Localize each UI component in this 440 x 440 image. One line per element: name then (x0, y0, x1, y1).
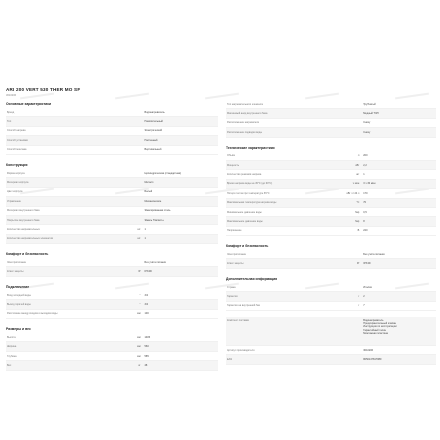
spec-value: Настенный (144, 138, 158, 142)
spec-value: 48 (144, 363, 148, 367)
spec-key: Расположение нагревателя (227, 121, 260, 125)
spec-row (226, 199, 436, 208)
spec-key: Форма корпуса (7, 171, 25, 175)
spec-key: Потери тепла при температуре 65°С (227, 191, 270, 195)
spec-value: 1 (363, 173, 365, 177)
spec-key: Количество режимов нагрева (227, 173, 262, 177)
spec-table (6, 291, 218, 319)
section-title: Конструкция (6, 162, 28, 167)
spec-key: Бренд (7, 110, 15, 114)
spec-table (6, 169, 218, 244)
spec-key: Гарантия на внутренний бак (227, 304, 260, 308)
spec-key: Расстояние между входом и выходом воды (7, 312, 58, 316)
spec-row (6, 235, 218, 244)
section-title: Комфорт и безопасность (6, 252, 49, 257)
spec-value: 100 (144, 312, 149, 316)
spec-unit: мм (137, 345, 141, 349)
spec-unit: шт (137, 237, 141, 241)
spec-key: Количество нагревательных (7, 227, 40, 231)
specs-right-column (226, 100, 436, 365)
spec-unit: кг (138, 363, 141, 367)
spec-key: Электропитание (227, 252, 247, 256)
section-title: Основные характеристики (6, 102, 52, 106)
spec-unit: л (357, 154, 360, 158)
section-title: Технические характеристики (226, 145, 275, 150)
spec-value: Водонагреватель (144, 110, 165, 114)
spec-value: Металл (144, 181, 154, 185)
product-title: ARI 200 VERT 530 THER MO SF (6, 87, 81, 92)
spec-key: Покрытие внутреннего бака (7, 218, 40, 222)
spec-row (6, 207, 218, 216)
spec-key: Минимальное давление воды (227, 210, 262, 214)
spec-row (226, 292, 436, 301)
spec-key: Вход холодной воды (7, 293, 31, 297)
spec-unit: IP (138, 270, 141, 274)
spec-row (6, 342, 218, 351)
spec-row (6, 127, 218, 136)
spec-value: Механическое (144, 199, 162, 203)
spec-value: 7 (363, 304, 365, 308)
spec-key: Максимальное давление воды (227, 219, 263, 223)
spec-value: 3/4 (144, 293, 149, 297)
spec-row (6, 188, 218, 197)
spec-key: Материал внутреннего бака (7, 209, 40, 213)
spec-key: Ширина (7, 345, 17, 349)
spec-row (6, 361, 218, 370)
spec-value: Электрический (144, 129, 162, 133)
spec-unit: бар (355, 219, 360, 223)
spec-value: Медный ТЭН (363, 112, 379, 116)
spec-unit: г (358, 304, 360, 308)
spec-value: Вертикальный (144, 148, 162, 152)
spec-key: Класс защиты (227, 262, 244, 266)
spec-key: Расположение подводки воды (227, 130, 263, 134)
spec-row (226, 250, 436, 259)
spec-key: Выход горячей воды (7, 302, 31, 306)
spec-key: Глубина (7, 354, 17, 358)
spec-key: Способ установки (7, 138, 28, 142)
spec-unit: мм (137, 335, 141, 339)
spec-unit: мм (137, 354, 141, 358)
spec-value: 3 ч 30 мин (363, 182, 376, 186)
spec-value: 200 (363, 154, 368, 158)
spec-row (226, 355, 436, 364)
spec-value: Снизу (363, 130, 371, 134)
spec-key: Высота (7, 335, 16, 339)
delivery-item: Инструкция по эксплуатации (363, 325, 397, 329)
section-title: Подключение (6, 284, 30, 289)
spec-value: 70 (363, 201, 367, 205)
spec-row (226, 170, 436, 179)
spec-unit: " (139, 302, 141, 306)
spec-value: IPX4D (144, 270, 152, 274)
spec-row-delivery-set (226, 317, 436, 346)
spec-row (6, 136, 218, 145)
spec-unit: IP (356, 262, 360, 266)
spec-value: 8050147817889 (363, 358, 382, 362)
spec-value: 560 (144, 345, 149, 349)
spec-value: Без учёта питания (144, 260, 166, 264)
spec-key: Тип (7, 120, 12, 124)
spec-row (226, 109, 436, 118)
spec-unit: мм (137, 312, 141, 316)
spec-key: Цвет корпуса (7, 190, 23, 194)
delivery-item: Монтажная пластина (363, 331, 388, 335)
spec-table (6, 333, 218, 371)
spec-value-list (363, 319, 436, 335)
spec-unit: шт (356, 173, 360, 177)
spec-value: Цилиндрическая (стандартная) (144, 171, 182, 175)
spec-table (226, 283, 436, 311)
spec-row (226, 283, 436, 292)
spec-key: Страна (227, 285, 236, 289)
spec-row (6, 146, 218, 155)
spec-key: Тип нагревательного элемента (227, 102, 263, 106)
spec-row (6, 197, 218, 206)
spec-row (226, 302, 436, 311)
spec-key: Класс защиты (7, 270, 24, 274)
product-header (6, 87, 436, 97)
spec-key: Напряжение (227, 229, 242, 233)
spec-key: Магниевый анод внутреннего бака (227, 112, 268, 116)
spec-value: Трубчатый (363, 102, 376, 106)
spec-row (226, 119, 436, 128)
spec-row (6, 300, 218, 309)
spec-row (6, 267, 218, 276)
spec-value: Без учёта питания (363, 252, 385, 256)
spec-unit: В (357, 229, 360, 233)
spec-key: Электропитание (7, 260, 27, 264)
spec-value: 1 (144, 237, 146, 241)
spec-value: 8 (363, 219, 365, 223)
spec-row (226, 346, 436, 355)
spec-key: Артикул производителя (227, 348, 255, 352)
spec-value: Италия (363, 285, 372, 289)
specs-left-column (6, 100, 218, 377)
spec-key: Время нагрева воды на 45°С (до 60°С) (227, 182, 273, 186)
spec-table (6, 258, 218, 277)
spec-row (6, 178, 218, 187)
spec-key: Количество нагревательных элементов (7, 237, 53, 241)
spec-unit: кВт ч / 24 ч (346, 191, 360, 195)
spec-unit: кВт (355, 163, 360, 167)
section-title: Комфорт и безопасность (226, 244, 269, 249)
spec-row (6, 258, 218, 267)
spec-row (6, 117, 218, 126)
delivery-item: Гарантийный талон (363, 328, 387, 332)
spec-value: 2,2 (363, 163, 367, 167)
product-code: 3010206 (6, 94, 17, 97)
spec-value: Белый (144, 190, 153, 194)
spec-key: Гарантия (227, 294, 238, 298)
spec-key: Вес (7, 363, 12, 367)
spec-row (226, 217, 436, 226)
spec-key: Способ монтажа (7, 148, 27, 152)
right-top-table (226, 100, 436, 138)
spec-key: Мощность (227, 163, 240, 167)
spec-row (6, 333, 218, 342)
spec-unit: шт (137, 227, 141, 231)
spec-value: Накопительный (144, 120, 163, 124)
spec-value: 1 (144, 227, 146, 231)
spec-unit: г (358, 294, 360, 298)
spec-value: Снизу (363, 121, 371, 125)
spec-key: Объём (227, 154, 235, 158)
spec-row (226, 152, 436, 161)
spec-value: 3/4 (144, 302, 149, 306)
spec-value: Эмалированная сталь (144, 209, 171, 213)
spec-row (6, 169, 218, 178)
spec-key: Способ нагрева (7, 129, 26, 133)
section-title: Размеры и вес (6, 327, 31, 332)
delivery-item: Водонагреватель (363, 319, 384, 323)
spec-unit: ч мин (352, 182, 360, 186)
spec-row (6, 291, 218, 300)
spec-row (226, 180, 436, 189)
spec-row (6, 108, 218, 117)
spec-row (6, 310, 218, 319)
spec-row (226, 100, 436, 109)
spec-row (226, 259, 436, 268)
spec-value: 220 (363, 229, 368, 233)
spec-value: 585 (144, 354, 149, 358)
delivery-item: Предохранительный клапан (363, 322, 396, 326)
spec-value: Эмаль Titanium+ (144, 218, 164, 222)
spec-row (226, 227, 436, 236)
spec-unit: °С (356, 201, 360, 205)
spec-key: Комплект поставки (227, 319, 250, 323)
spec-row (226, 189, 436, 198)
spec-value: 3010206 (363, 348, 374, 352)
spec-row (6, 225, 218, 234)
spec-row (226, 128, 436, 137)
spec-key: Материал корпуса (7, 181, 29, 185)
section-title: Дополнительная информация (226, 276, 278, 281)
spec-unit: " (139, 293, 141, 297)
spec-row (6, 352, 218, 361)
spec-row (226, 161, 436, 170)
spec-key: Управление (7, 199, 21, 203)
spec-unit: бар (355, 210, 360, 214)
spec-value: 0,5 (363, 210, 367, 214)
spec-key: Максимальная температура нагрева воды (227, 201, 277, 205)
spec-table (226, 152, 436, 237)
spec-row (226, 208, 436, 217)
spec-key: EAN (227, 358, 233, 362)
spec-value: 2 (363, 294, 365, 298)
spec-value: 1483 (144, 335, 151, 339)
spec-table (226, 250, 436, 269)
spec-value: 170 (363, 191, 368, 195)
spec-row (6, 216, 218, 225)
spec-table (6, 108, 218, 155)
spec-value: IPX4D (363, 262, 371, 266)
